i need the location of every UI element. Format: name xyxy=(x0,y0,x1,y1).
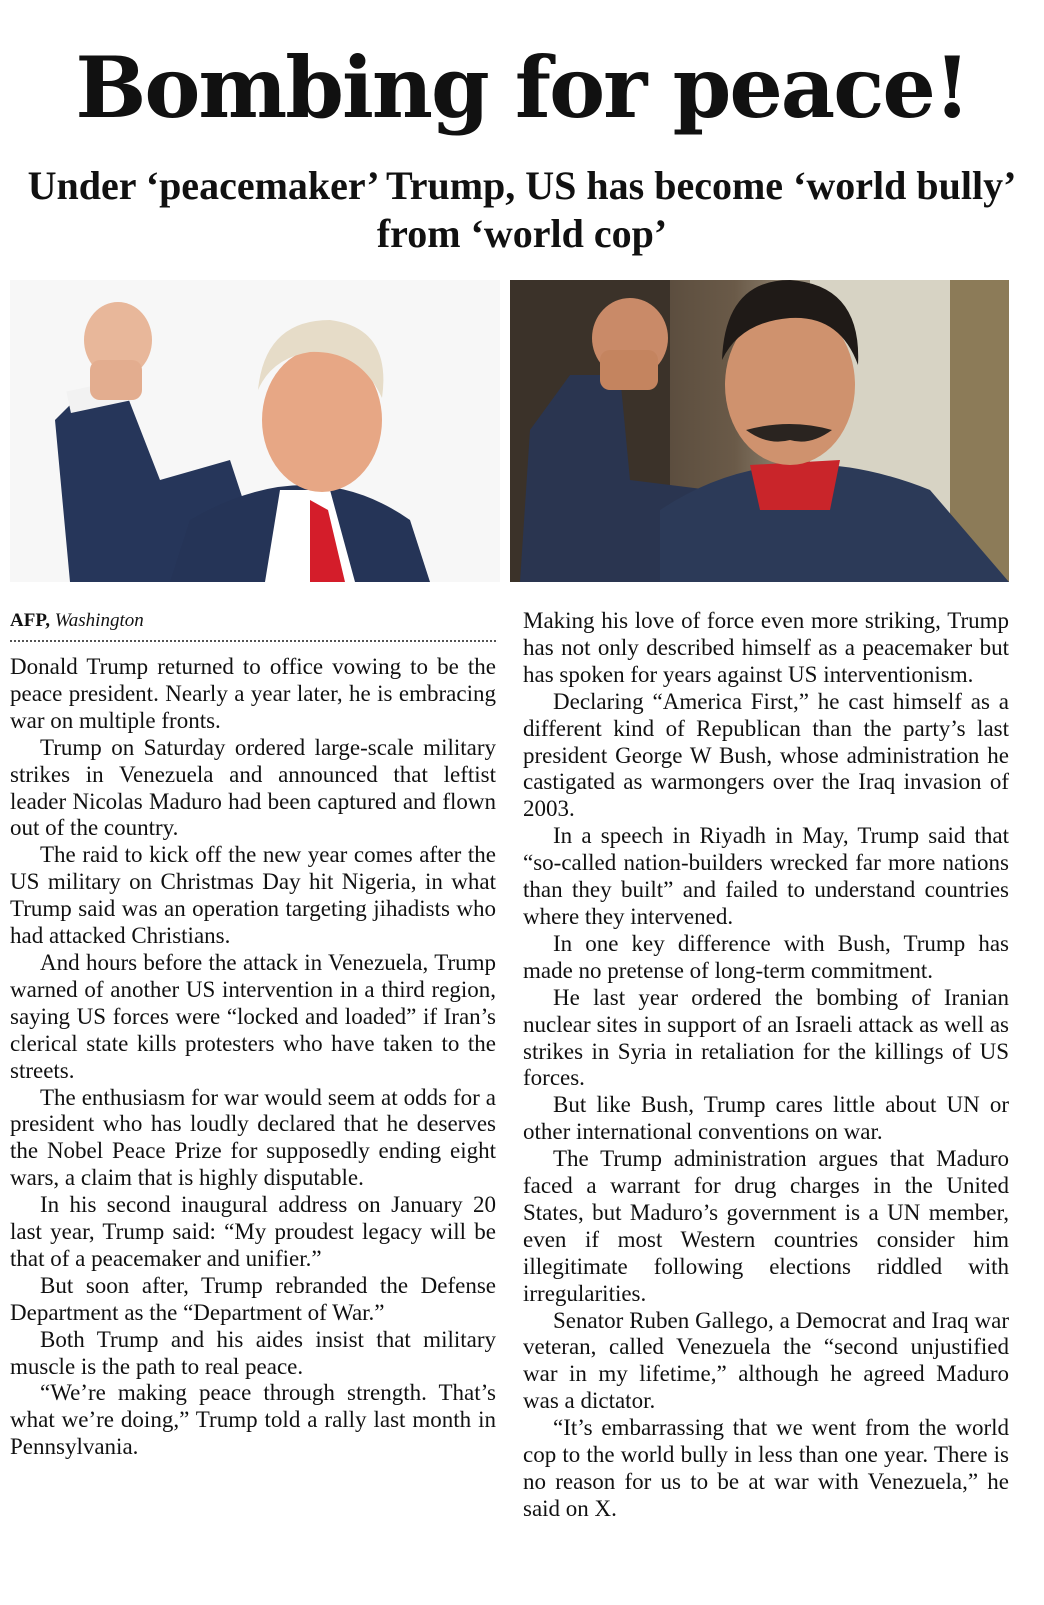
dateline-agency: AFP, xyxy=(10,610,50,631)
dateline xyxy=(10,608,496,642)
paragraph: But soon after, Trump rebranded the Defense Department as the “Department of War.” xyxy=(10,1272,496,1325)
paragraph: The raid to kick off the new year comes after the US military on Christmas Day hit Nigeria, in what Trump said was an operation targeting jihadists who had attacked Christians. xyxy=(10,842,496,949)
paragraph: “It’s embarrassing that we went from the world cop to the world bully in less than one year. There is no reason for us to be at war with Venezuela,” he said on X. xyxy=(523,1415,1009,1521)
paragraph: Trump on Saturday ordered large-scale military strikes in Venezuela and announced that leftist leader Nicolas Maduro had been captured and flown out of the country. xyxy=(10,734,496,841)
paragraph: In his second inaugural address on January 20 last year, Trump said: “My proudest legacy will be that of a peacemaker and unifier.” xyxy=(10,1192,496,1271)
dateline-place: Washington xyxy=(54,610,144,631)
paragraph: But like Bush, Trump cares little about UN or other international conventions on war. xyxy=(523,1092,1009,1145)
paragraph: “We’re making peace through strength. That’s what we’re doing,” Trump told a rally last month in Pennsylvania. xyxy=(10,1380,496,1460)
raised-fist-photo-maduro-icon xyxy=(510,280,1009,582)
article-column-right xyxy=(523,608,1009,1523)
raised-fist-photo-trump-icon xyxy=(10,280,500,582)
subheadline: Under ‘peacemaker’ Trump, US has become ‘world bully’ from ‘world cop’ xyxy=(27,163,1017,256)
headline: Bombing for peace! xyxy=(75,38,969,137)
paragraph: And hours before the attack in Venezuela, Trump warned of another US intervention in a third region, saying US forces were “locked and loaded” if Iran’s clerical state kills protesters who have taken to the streets. xyxy=(10,949,496,1083)
article-column-left xyxy=(10,608,496,1461)
paragraph: Donald Trump returned to office vowing to be the peace president. Nearly a year later, he is embracing war on multiple fronts. xyxy=(10,654,496,733)
paragraph: He last year ordered the bombing of Iranian nuclear sites in support of an Israeli attack as well as strikes in Syria in retaliation for the killings of US forces. xyxy=(523,984,1009,1091)
paragraph: The enthusiasm for war would seem at odds for a president who has loudly declared that he deserves the Nobel Peace Prize for supposedly ending eight wars, a claim that is highly disputable. xyxy=(10,1084,496,1191)
photo-trump xyxy=(10,280,500,582)
paragraph: Making his love of force even more striking, Trump has not only described himself as a peacemaker but has spoken for years against US interventionism. xyxy=(523,608,1009,687)
paragraph: Declaring “America First,” he cast himself as a different kind of Republican than the party’s last president George W Bush, whose administration he castigated as warmongers over the Iraq invasion of 2003. xyxy=(523,688,1009,822)
paragraph: Both Trump and his aides insist that military muscle is the path to real peace. xyxy=(10,1326,496,1379)
paragraph: In one key difference with Bush, Trump has made no pretense of long-term commitment. xyxy=(523,930,1009,983)
paragraph: The Trump administration argues that Maduro faced a warrant for drug charges in the United States, but Maduro’s government is a UN member, even if most Western countries consider him illegitimate following elections riddled with irregularities. xyxy=(523,1146,1009,1306)
paragraph: In a speech in Riyadh in May, Trump said that “so-called nation-builders wrecked far more nations than they built” and failed to understand countries where they intervened. xyxy=(523,823,1009,929)
photo-maduro xyxy=(510,280,1009,582)
paragraph: Senator Ruben Gallego, a Democrat and Iraq war veteran, called Venezuela the “second unjustified war in my lifetime,” although he agreed Maduro was a dictator. xyxy=(523,1307,1009,1414)
